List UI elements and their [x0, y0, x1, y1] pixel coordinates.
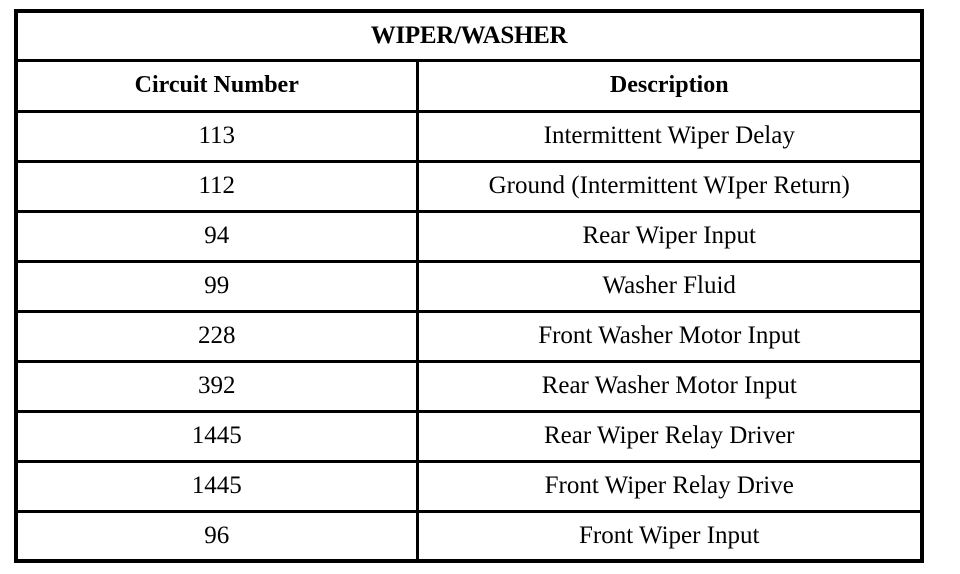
circuit-number-cell: 94	[16, 211, 417, 261]
description-cell: Washer Fluid	[417, 261, 922, 311]
description-cell: Rear Wiper Relay Driver	[417, 411, 922, 461]
circuit-number-cell: 96	[16, 511, 417, 561]
circuit-number-cell: 228	[16, 311, 417, 361]
table-row	[16, 511, 922, 561]
circuit-number-cell: 1445	[16, 461, 417, 511]
table-title: WIPER/WASHER	[16, 11, 922, 60]
circuit-number-cell: 1445	[16, 411, 417, 461]
description-cell: Front Wiper Relay Drive	[417, 461, 922, 511]
header-row	[16, 60, 922, 111]
circuit-number-header: Circuit Number	[16, 60, 417, 111]
table-row	[16, 111, 922, 161]
wiper-washer-table	[14, 9, 924, 563]
table-row	[16, 211, 922, 261]
description-cell: Rear Washer Motor Input	[417, 361, 922, 411]
description-cell: Rear Wiper Input	[417, 211, 922, 261]
description-cell: Front Washer Motor Input	[417, 311, 922, 361]
description-cell: Front Wiper Input	[417, 511, 922, 561]
table-row	[16, 161, 922, 211]
description-cell: Ground (Intermittent WIper Return)	[417, 161, 922, 211]
table-row	[16, 261, 922, 311]
description-cell: Intermittent Wiper Delay	[417, 111, 922, 161]
circuit-number-cell: 112	[16, 161, 417, 211]
table-row	[16, 461, 922, 511]
circuit-number-cell: 392	[16, 361, 417, 411]
description-header: Description	[417, 60, 922, 111]
table-row	[16, 361, 922, 411]
circuit-number-cell: 113	[16, 111, 417, 161]
table-row	[16, 311, 922, 361]
table-row	[16, 411, 922, 461]
circuit-number-cell: 99	[16, 261, 417, 311]
title-row	[16, 11, 922, 60]
